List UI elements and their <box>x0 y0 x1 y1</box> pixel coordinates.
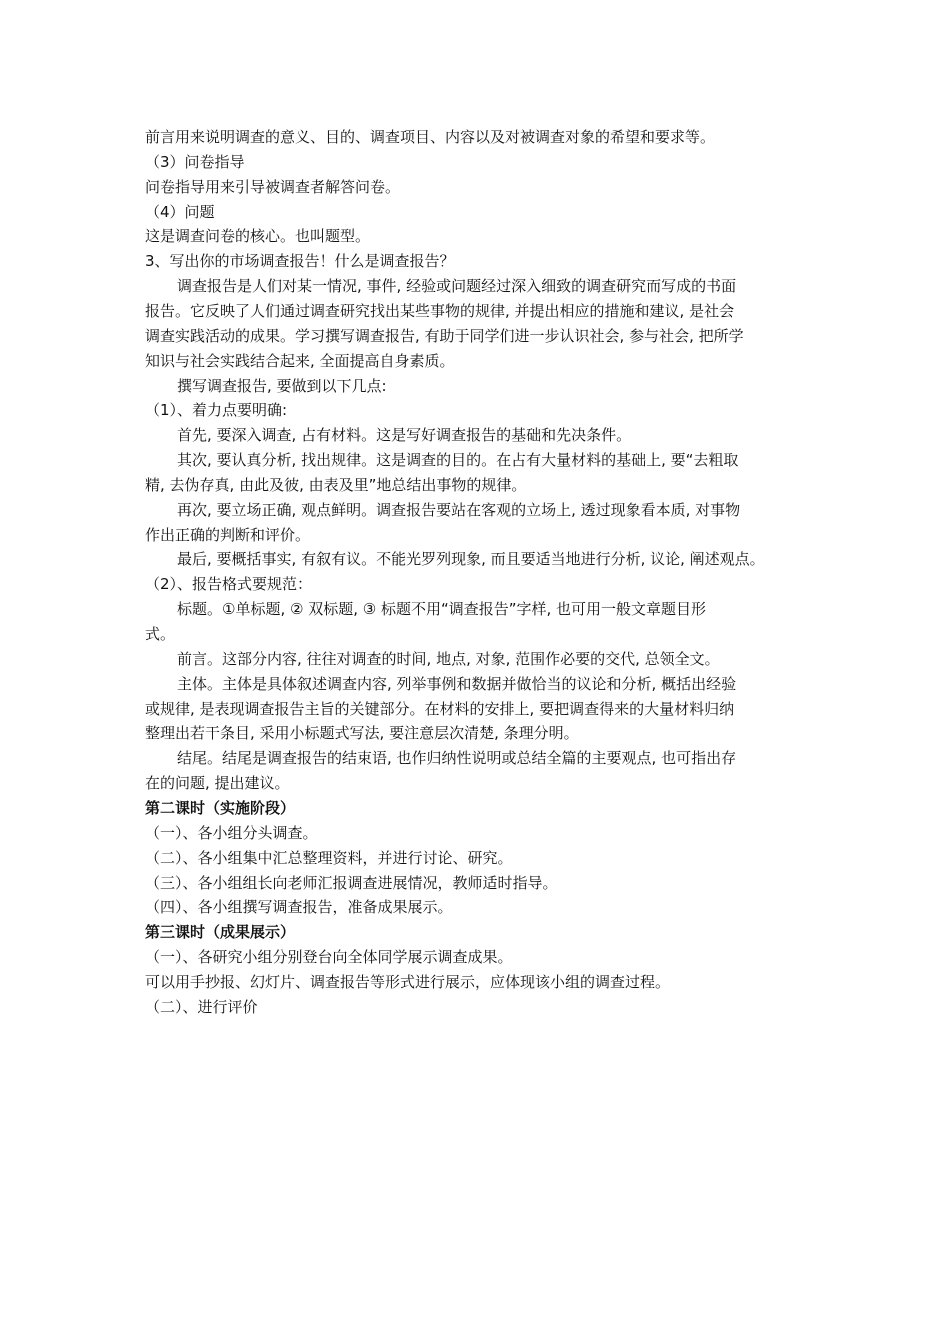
text-line: （1）、着力点要明确: <box>145 401 288 420</box>
text-line: （一）、各研究小组分别登台向全体同学展示调查成果。 <box>145 948 513 967</box>
text-line: （2）、报告格式要规范： <box>145 575 313 594</box>
text-line: 可以用手抄报、幻灯片、调查报告等形式进行展示，应体现该小组的调查过程。 <box>145 972 671 991</box>
text-line: （4）问题 <box>145 202 215 221</box>
text-line: 调查实践活动的成果。学习撰写调查报告, 有助于同学们进一步认识社会, 参与社会, 把所学 <box>145 326 744 345</box>
text-line: （一）、各小组分头调查。 <box>145 823 318 842</box>
text-line: （二）、各小组集中汇总整理资料，并进行讨论、研究。 <box>145 848 513 867</box>
text-line: 在的问题, 提出建议。 <box>145 774 290 793</box>
text-line: 式。 <box>145 625 176 643</box>
text-line: 前言。这部分内容, 往往对调查的时间, 地点, 对象, 范围作必要的交代, 总领全文。 <box>177 649 720 668</box>
text-line: 撰写调查报告, 要做到以下几点: <box>177 376 387 395</box>
section-heading: 第二课时（实施阶段） <box>145 798 296 817</box>
section-heading: 第三课时（成果展示） <box>145 923 296 942</box>
text-line: 首先, 要深入调查, 占有材料。这是写好调查报告的基础和先决条件。 <box>177 426 632 445</box>
text-line: （三）、各小组组长向老师汇报调查进展情况，教师适时指导。 <box>145 873 558 892</box>
text-line: 整理出若干条目, 采用小标题式写法, 要注意层次清楚, 条理分明。 <box>145 724 579 743</box>
text-line: （四）、各小组撰写调查报告，准备成果展示。 <box>145 898 453 917</box>
text-line: 3、写出你的市场调查报告！什么是调查报告？ <box>145 252 455 271</box>
text-line: 前言用来说明调查的意义、目的、调查项目、内容以及对被调查对象的希望和要求等。 <box>145 128 716 146</box>
text-line: 结尾。结尾是调查报告的结束语, 也作归纳性说明或总结全篇的主要观点, 也可指出存 <box>177 749 737 768</box>
text-line: 主体。主体是具体叙述调查内容, 列举事例和数据并做恰当的议论和分析, 概括出经验 <box>177 674 737 693</box>
text-line: 问卷指导用来引导被调查者解答问卷。 <box>145 177 401 196</box>
text-line: 再次, 要立场正确, 观点鲜明。调查报告要站在客观的立场上, 透过现象看本质, 对事物 <box>177 500 741 519</box>
text-line: 报告。它反映了人们通过调查研究找出某些事物的规律, 并提出相应的措施和建议, 是社会 <box>145 301 735 320</box>
text-line: 精, 去伪存真, 由此及彼, 由表及里”地总结出事物的规律。 <box>145 475 527 494</box>
text-line: （二）、进行评价 <box>145 997 258 1016</box>
text-line: 其次, 要认真分析, 找出规律。这是调查的目的。在占有大量材料的基础上, 要“去粗取 <box>177 451 739 470</box>
text-line: 最后, 要概括事实, 有叙有议。不能光罗列现象, 而且要适当地进行分析, 议论, 阐述观点。 <box>177 550 765 569</box>
text-line: 知识与社会实践结合起来, 全面提高自身素质。 <box>145 351 455 370</box>
text-line: 或规律, 是表现调查报告主旨的关键部分。在材料的安排上, 要把调查得来的大量材料归纳 <box>145 699 735 718</box>
text-line: 这是调查问卷的核心。也叫题型。 <box>145 227 371 246</box>
text-line: 作出正确的判断和评价。 <box>145 525 311 544</box>
text-line: （3）问卷指导 <box>145 152 245 171</box>
text-line: 标题。①单标题, ② 双标题, ③ 标题不用“调查报告”字样, 也可用一般文章题目形 <box>177 600 707 619</box>
text-line: 调查报告是人们对某一情况, 事件, 经验或问题经过深入细致的调查研究而写成的书面 <box>177 277 737 296</box>
